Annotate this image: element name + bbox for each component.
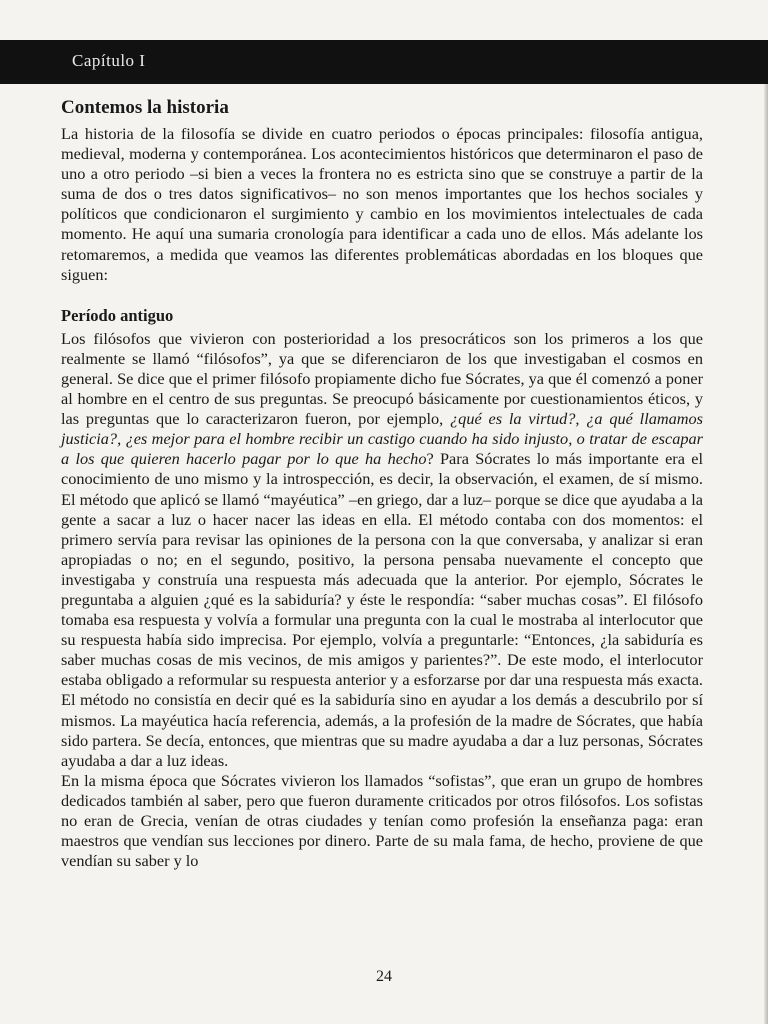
page-edge-shadow [764,84,768,1024]
page-content [61,96,703,871]
paragraph-text-part-a: Los filósofos que vivieron con posterioridad a los presocráticos son los primeros a los que realmente se llamó “filósofos”, ya que se diferenciaron de los que investigaban el cosmos en general. Se dice que el primer filósofo propiamente dicho fue Sócrates, ya que él comenzó a poner al hombre en el centro de sus preguntas. Se preocupó básicamente por cuestionamientos éticos, y las preguntas que lo caracterizaron fueron, por ejemplo, [61,328,703,429]
chapter-label: Capítulo I [72,51,146,70]
socratic-questions: ¿qué es la virtud?, ¿a qué llamamos justicia?, ¿es mejor para el hombre recibir un castigo cuando ha sido injusto, o tratar de escapar a los que quieren hacerlo pagar por lo que ha hecho [61,409,703,469]
section-title: Contemos la historia [61,97,229,118]
sofistas-paragraph: En la misma época que Sócrates vivieron los llamados “sofistas”, que eran un grupo de hombres dedicados también al saber, pero que fueron duramente criticados por otros filósofos. Los sofistas no eran de Grecia, venían de otras ciudades y tenían como profesión la enseñanza paga: eran maestros que vendían sus lecciones por dinero. Parte de su mala fama, de hecho, proviene de que vendían su saber y lo [61,770,703,871]
paragraph-text-part-b: ? Para Sócrates lo más importante era el conocimiento de uno mismo y la introspección, es decir, la observación, el examen, de sí mismo. El método que aplicó se llamó “mayéutica” –en griego, dar a luz– porque se dice que ayudaba a la gente a sacar a luz o hacer nacer las ideas en ella. El método contaba con dos momentos: el primero servía para revisar las opiniones de la persona con la que conversaba, y analizar si eran apropiadas o no; en el segundo, positivo, la persona pensaba nuevamente el concepto que investigaba y construía una respuesta más adecuada que la anterior. Por ejemplo, Sócrates le preguntaba a alguien ¿qué es la sabiduría? y éste le respondía: “saber muchas cosas”. El filósofo tomaba esa respuesta y volvía a formular una pregunta con la cual le mostraba al interlocutor que su respuesta había sido imprecisa. Por ejemplo, volvía a preguntarle: “Entonces, ¿la sabiduría es saber muchas cosas de mis vecinos, de mis amigos y parientes?”. De este modo, el interlocutor estaba obligado a reformular su respuesta anterior y a esforzarse por dar una respuesta más exacta. El método no consistía en decir qué es la sabiduría sino en ayudar a los demás a descubrilo por sí mismos. La mayéutica hacía referencia, además, a la profesión de la madre de Sócrates, que había sido partera. Se decía, entonces, que mientras que su madre ayudaba a dar a luz personas, Sócrates ayudaba a dar a luz ideas. [61,449,703,770]
socrates-paragraph [61,329,703,771]
intro-paragraph: La historia de la filosofía se divide en cuatro periodos o épocas principales: filosofía antigua, medieval, moderna y contemporánea. Los acontecimientos históricos que determinaron el paso de uno a otro periodo –si bien a veces la frontera no es estricta sino que se construye a partir de la suma de dos o tres datos significativos– no son menos importantes que los hechos sociales y políticos que condicionaron el surgimiento y cambio en los movimientos intelectuales de cada momento. He aquí una sumaria cronología para identificar a cada uno de ellos. Más adelante los retomaremos, a medida que veamos las diferentes problemáticas abordadas en los bloques que siguen: [61,124,703,284]
top-margin [0,0,768,40]
subsection-title: Período antiguo [61,305,174,325]
page-number: 24 [376,968,392,985]
chapter-header-bar [0,40,768,84]
